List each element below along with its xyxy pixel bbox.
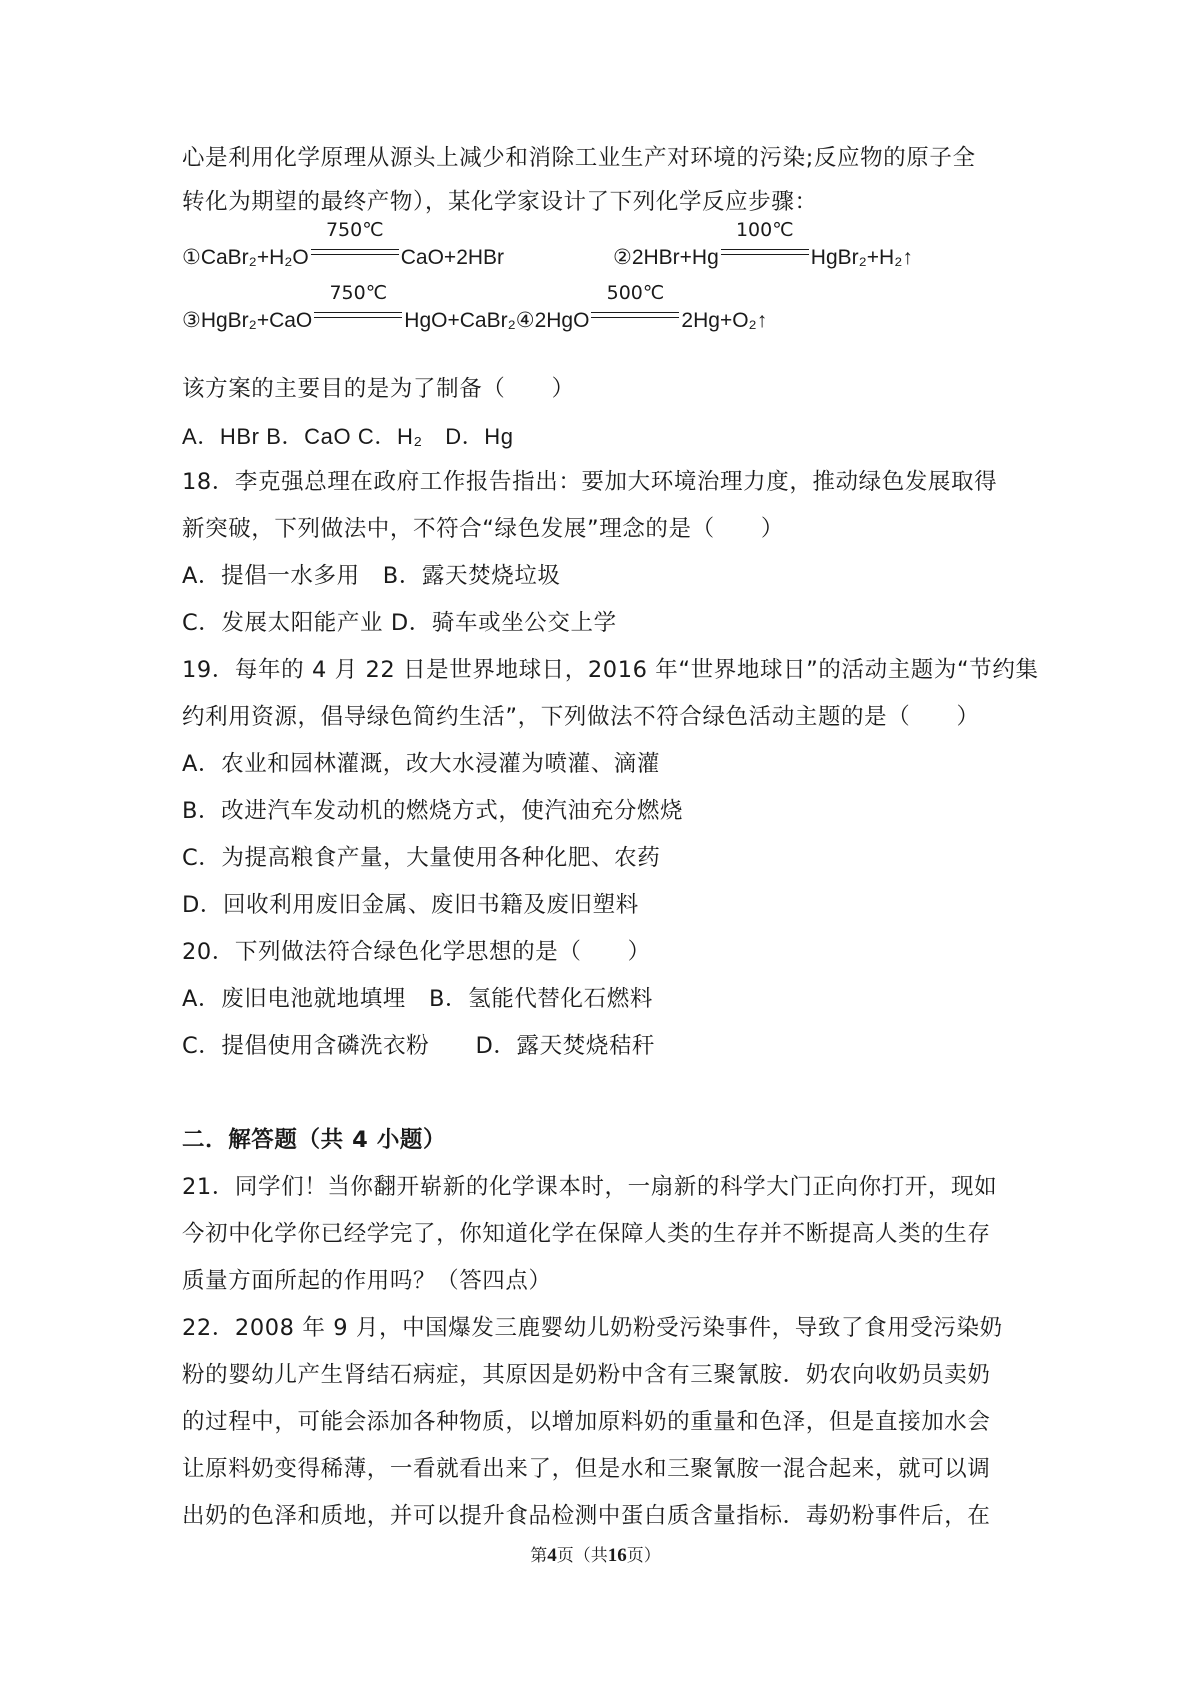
equals-line-top: [311, 249, 399, 250]
question-19-option-a: A．农业和园林灌溉，改大水浸灌为喷灌、滴灌: [182, 751, 660, 777]
question-20-stem: 20．下列做法符合绿色化学思想的是（ ）: [182, 939, 651, 965]
question-18-stem-1: 18．李克强总理在政府工作报告指出：要加大环境治理力度，推动绿色发展取得: [182, 469, 998, 495]
question-18-options-ab: A．提倡一水多用 B．露天焚烧垃圾: [182, 563, 561, 589]
equals-line-bottom: [591, 317, 679, 318]
question-22-line-1: 22．2008 年 9 月，中国爆发三鹿婴幼儿奶粉受污染事件，导致了食用受污染奶: [182, 1315, 1003, 1341]
question-18-stem-2: 新突破，下列做法中，不符合“绿色发展”理念的是（ ）: [182, 516, 785, 542]
footer-prefix: 第: [530, 1546, 548, 1566]
equation-1-products: CaO+2HBr: [400, 246, 505, 269]
equation-3-reactants: HgBr₂+CaO: [200, 309, 313, 332]
question-22-line-5: 出奶的色泽和质地，并可以提升食品检测中蛋白质含量指标．毒奶粉事件后，在: [182, 1503, 991, 1529]
question-22-line-3: 的过程中，可能会添加各种物质，以增加原料奶的重量和色泽，但是直接加水会: [182, 1409, 991, 1435]
equation-4-condition: [589, 282, 681, 327]
question-17-options: A．HBr B．CaO C．H₂ D．Hg: [182, 424, 514, 449]
question-17-stem: 该方案的主要目的是为了制备（ ）: [182, 376, 575, 402]
equals-line-top: [314, 312, 402, 313]
equation-2: [613, 219, 913, 272]
equation-2-condition: [719, 219, 811, 264]
question-21-line-1: 21．同学们！当你翻开崭新的化学课本时，一扇新的科学大门正向你打开，现如: [182, 1174, 998, 1200]
equals-line-top: [591, 312, 679, 313]
equals-line-bottom: [314, 317, 402, 318]
equation-4-reactants: 2HgO: [534, 309, 590, 332]
equation-4-products: 2Hg+O₂↑: [681, 309, 768, 332]
question-22-line-4: 让原料奶变得稀薄，一看就看出来了，但是水和三聚氰胺一混合起来，就可以调: [182, 1456, 991, 1482]
equation-3-products: HgO+CaBr₂: [404, 309, 516, 332]
equation-1-temperature: 750℃: [325, 219, 384, 241]
equation-1-reactants: CaBr₂+H₂O: [200, 246, 309, 269]
equals-line-bottom: [311, 254, 399, 255]
equation-2-temperature: 100℃: [735, 219, 794, 241]
equation-4-number: ④: [515, 309, 535, 332]
question-21-line-3: 质量方面所起的作用吗？（答四点）: [182, 1268, 552, 1294]
equation-4-temperature: 500℃: [606, 282, 665, 304]
question-19-option-d: D．回收利用废旧金属、废旧书籍及废旧塑料: [182, 892, 639, 918]
equation-3-condition: [312, 282, 404, 327]
equation-3-4: [182, 282, 768, 335]
equals-line-bottom: [721, 254, 809, 255]
equals-line-top: [721, 249, 809, 250]
intro-line-2: 转化为期望的最终产物），某化学家设计了下列化学反应步骤：: [182, 189, 818, 215]
question-20-options-ab: A．废旧电池就地填埋 B．氢能代替化石燃料: [182, 986, 653, 1012]
question-19-stem-1: 19．每年的 4 月 22 日是世界地球日，2016 年“世界地球日”的活动主题为“节约集: [182, 657, 1039, 683]
question-20-options-cd: C．提倡使用含磷洗衣粉 D．露天焚烧秸秆: [182, 1033, 656, 1059]
equation-2-products: HgBr₂+H₂↑: [810, 246, 913, 269]
equation-2-reactants: 2HBr+Hg: [631, 246, 719, 269]
equation-1-number: ①: [182, 246, 201, 269]
footer-suffix: 页）: [626, 1546, 661, 1566]
equation-2-number: ②: [613, 246, 632, 269]
equation-3-temperature: 750℃: [329, 282, 388, 304]
question-19-option-c: C．为提高粮食产量，大量使用各种化肥、农药: [182, 845, 661, 871]
equation-3-number: ③: [182, 309, 201, 332]
footer-page-number: 4: [547, 1545, 557, 1566]
section-2-heading: 二．解答题（共 4 小题）: [182, 1127, 447, 1153]
equation-1-condition: [309, 219, 401, 264]
intro-line-1: 心是利用化学原理从源头上减少和消除工业生产对环境的污染;反应物的原子全: [182, 145, 976, 171]
page-footer: [0, 1545, 1191, 1567]
equation-1: [182, 219, 505, 272]
footer-total-pages: 16: [607, 1545, 627, 1566]
question-21-line-2: 今初中化学你已经学完了，你知道化学在保障人类的生存并不断提高人类的生存: [182, 1221, 991, 1247]
question-18-options-cd: C．发展太阳能产业 D．骑车或坐公交上学: [182, 610, 617, 636]
question-19-stem-2: 约利用资源，倡导绿色简约生活”，下列做法不符合绿色活动主题的是（ ）: [182, 704, 980, 730]
question-22-line-2: 粉的婴幼儿产生肾结石病症，其原因是奶粉中含有三聚氰胺．奶农向收奶员卖奶: [182, 1362, 991, 1388]
footer-middle: 页（共: [556, 1546, 608, 1566]
question-19-option-b: B．改进汽车发动机的燃烧方式，使汽油充分燃烧: [182, 798, 684, 824]
